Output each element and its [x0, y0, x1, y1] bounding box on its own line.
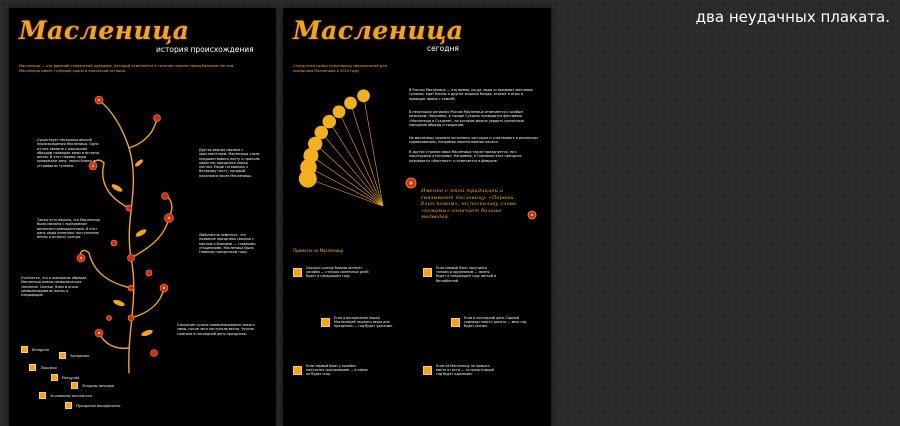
legend-square-icon [71, 382, 78, 389]
flower-icon [401, 173, 421, 193]
omen-text: Сколько солнце блинов испечет хозяйка — столько солнечных дней будет в следующем году. [306, 266, 369, 279]
poster1-paragraph-5: Считается, что в языческих обрядах Масленица имела символическое значение. Солнце, блин и огонь символизировали жизнь и плодородие. [21, 276, 87, 298]
fan-chart-balloon [315, 126, 329, 140]
legend-label: Встреча [32, 347, 49, 352]
legend-square-icon [29, 364, 36, 371]
omens-heading: Приметы на Масленицу: [293, 248, 345, 253]
poster2-paragraph-3: На масленицу принято исполнять частушки и участвовать в различных соревнованиях, например перетягивание каната. [409, 136, 539, 145]
omen-item [423, 266, 500, 283]
legend-item [71, 382, 114, 389]
legend-square-icon [21, 346, 28, 353]
omen-square-icon [423, 366, 432, 375]
poster2-title: Масленица [293, 16, 464, 45]
legend-square-icon [65, 402, 72, 409]
omen-item [293, 266, 370, 279]
poster1-paragraph-1: Существует несколько версий происхождения Масленицы. Одна из них связана с языческим обрядом проводов зимы и встречи весны. В этот период люди провожали зиму, пекли блины и устраивали гулянья. [37, 138, 100, 168]
fan-chart-balloon [344, 97, 357, 110]
omen-text: Если на Масленицу не пришел никто в гости — то предстоящий год будет одиноким. [436, 364, 494, 377]
legend-label: Прощеное воскресенье [76, 403, 121, 408]
omen-text: Если в последний день Сырной седмицы поесть досыта — весь год будет сытым. [464, 316, 527, 329]
omen-item [293, 364, 370, 377]
caption: два неудачных плаката. [695, 8, 890, 26]
fan-chart-balloon [357, 89, 370, 102]
omen-text: Если первый блин у хозяйки получился пригоревшим — в семье не будет ссор. [306, 364, 368, 377]
flower-icon [525, 208, 539, 222]
legend-item [59, 352, 89, 359]
omen-square-icon [423, 268, 432, 277]
omen-text: Если в воскресенье перед Масленицей нашлись вещи для праздника — год будет удачным. [334, 316, 393, 329]
omen-square-icon [321, 318, 330, 327]
legend-label: Разгуляй [62, 375, 80, 380]
legend-item [29, 364, 57, 371]
poster1-paragraph-4: Любопытно заметить, что название праздника связано с маслом и блинами — главными угощениями. Масленица была главным праздником года. [199, 233, 256, 255]
legend-item [65, 402, 121, 409]
poster2-paragraph-2: В некоторых регионах России Масленица отмечается с особым размахом. Например, в городе Суздаль проводится фестиваль «Масленица в Суздале», на котором можно увидеть различные народные обряды и традиции. [409, 110, 524, 127]
omen-square-icon [293, 268, 302, 277]
poster-today [283, 8, 551, 426]
poster1-paragraph-2: Другая версия связана с христианством. Масленица стала предшествовать посту и приняла характер праздника перед постом. Люди готовились к Великому посту, который начинался после Масленицы. [199, 148, 260, 178]
poster2-paragraph-1: В России Масленица — это время, когда люди устраивают массовые гуляния, едят блины и другие жирные блюда, играют в игры и проводят время с семьёй. [409, 88, 533, 101]
omen-square-icon [451, 318, 460, 327]
omen-item [423, 364, 500, 377]
legend-label: Лакомка [40, 365, 57, 370]
fan-chart-string [339, 112, 383, 206]
fan-chart-balloon [333, 105, 346, 118]
fan-chart-balloon [323, 115, 337, 129]
poster2-quote: Именно с этой традицией и связывают пословицу: «Первый блин комом», но поскольку слово «комамы» означает больше медведей. [421, 188, 517, 220]
poster1-intro: Масленица — это древний славянский праздник, который отмечается в течение недели перед Великим постом. Масленица имеет глубокие корни в языческой истории. [19, 64, 235, 73]
poster2-subtitle: сегодня [427, 44, 459, 53]
omen-text: Если первый блин получился тонким и кружевным — жизнь будет в следующем году легкой и беззаботной. [436, 266, 497, 283]
legend-label: Золовкины посиделки [50, 393, 92, 398]
poster1-title: Масленица [19, 16, 190, 45]
legend-item [51, 374, 79, 381]
poster1-paragraph-6: Сжигание чучела символизировало смерть зимы, после чего наступала весна. Чучело сжигали в последний день праздника. [177, 323, 255, 336]
fan-chart-string [308, 167, 383, 206]
legend-square-icon [59, 352, 66, 359]
poster1-subtitle: история происхождения [156, 45, 254, 54]
legend-item [21, 346, 49, 353]
fan-chart-string [351, 103, 383, 206]
omen-item [451, 316, 528, 329]
poster2-paragraph-4: В других странах мира Масленица также празднуется, но с некоторыми отличиями. Например, в Германии этот праздник называется «Фастнахт» и отмечается в феврале. [409, 150, 522, 163]
omen-square-icon [293, 366, 302, 375]
fan-chart-string [364, 96, 383, 206]
poster1-paragraph-3: Также есть версия, что Масленица была связана с праздником весеннего равноденствия. В этот день люди отмечали наступление весны и встречу солнца. [37, 218, 100, 240]
legend-square-icon [39, 392, 46, 399]
legend-label: Заигрыши [70, 353, 90, 358]
legend-square-icon [51, 374, 58, 381]
legend-item [39, 392, 92, 399]
poster-history [9, 8, 276, 426]
poster2-intro: Статистика самых популярных мероприятий для праздника Масленица в 2024 году [293, 64, 387, 73]
fan-chart [291, 80, 401, 210]
legend-label: Тещины вечерки [82, 383, 115, 388]
omen-item [321, 316, 398, 329]
